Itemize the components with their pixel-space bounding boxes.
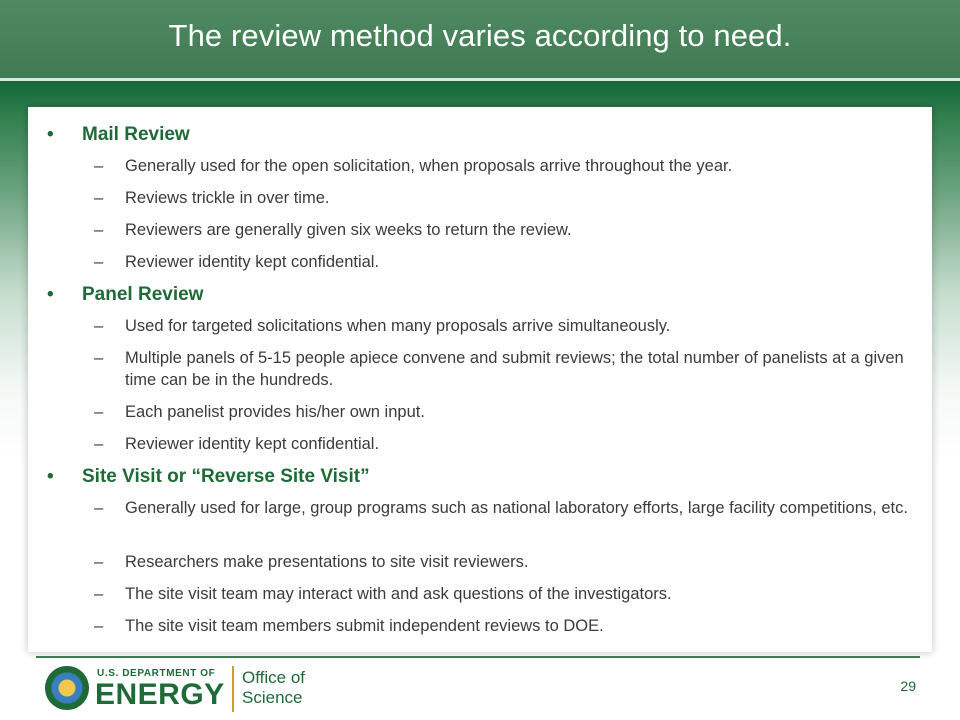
list-item [28,497,932,519]
heading-text: Mail Review [82,124,190,145]
dash-icon: – [94,253,104,271]
dash-icon: – [94,317,104,335]
item-text: Reviewer identity kept confidential. [125,253,380,271]
dash-icon: – [94,403,104,421]
dash-icon: – [94,499,104,517]
title-bar [0,0,960,78]
item-text: Reviews trickle in over time. [125,189,330,207]
item-text: Reviewers are generally given six weeks to return the review. [125,221,572,239]
bullet-icon: • [47,124,54,145]
item-text: Reviewer identity kept confidential. [125,435,380,453]
doe-logo [45,664,325,714]
item-text: Researchers make presentations to site visit reviewers. [125,553,529,571]
list-item [28,615,932,637]
office-line2: Science [242,688,303,707]
section-mail-review [28,123,932,271]
list-item [28,315,932,337]
item-text: The site visit team members submit independent reviews to DOE. [125,617,604,635]
office-of-science [242,668,305,708]
doe-seal-icon [45,666,89,710]
page-number: 29 [900,678,916,694]
list-item [28,551,932,573]
list-item [28,251,932,273]
footer-divider [36,656,920,658]
dash-icon: – [94,435,104,453]
list-item [28,401,932,423]
section-heading [28,465,932,489]
logo-dept-text: U.S. DEPARTMENT OF [97,668,216,679]
section-site-visit [28,465,932,635]
dash-icon: – [94,157,104,175]
item-text: Generally used for large, group programs such as national laboratory efforts, large facility competitions, etc. [125,499,908,517]
list-item [28,187,932,209]
item-text: Generally used for the open solicitation, when proposals arrive throughout the year. [125,157,733,175]
list-item [28,433,932,455]
list-item [28,155,932,177]
dash-icon: – [94,617,104,635]
list-item [28,219,932,241]
section-heading [28,283,932,307]
heading-text: Panel Review [82,284,204,305]
list-item [28,347,932,391]
dash-icon: – [94,189,104,207]
logo-energy-text: ENERGY [95,678,225,711]
dash-icon: – [94,553,104,571]
section-panel-review [28,283,932,453]
list-item [28,583,932,605]
item-text: The site visit team may interact with and ask questions of the investigators. [125,585,672,603]
item-text: Multiple panels of 5-15 people apiece convene and submit reviews; the total number of panelists at a given time can be in the hundreds. [125,349,904,389]
dash-icon: – [94,585,104,603]
logo-divider [232,666,234,712]
dash-icon: – [94,349,104,367]
item-text: Each panelist provides his/her own input. [125,403,425,421]
dash-icon: – [94,221,104,239]
slide-title: The review method varies according to need. [168,18,792,53]
section-heading [28,123,932,147]
content-card [28,107,932,652]
office-line1: Office of [242,668,305,687]
bullet-icon: • [47,466,54,487]
item-text: Used for targeted solicitations when many proposals arrive simultaneously. [125,317,671,335]
heading-text: Site Visit or “Reverse Site Visit” [82,466,370,487]
bullet-icon: • [47,284,54,305]
